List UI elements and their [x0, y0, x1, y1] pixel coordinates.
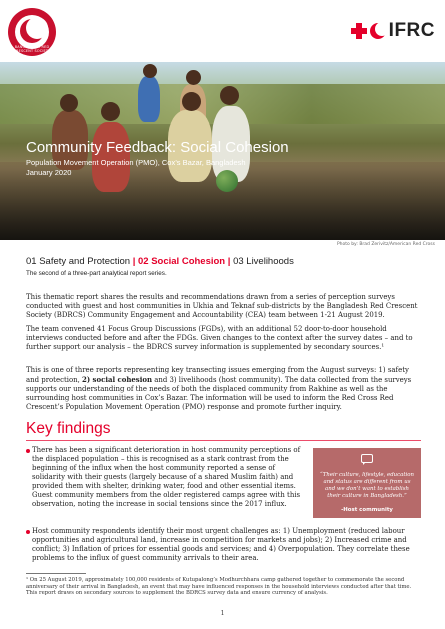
- series-item-2: 02 Social Cohesion: [138, 256, 226, 267]
- series-item-1: 01 Safety and Protection: [26, 256, 131, 267]
- highlight-social-cohesion: 2) social cohesion: [82, 375, 153, 384]
- bullet-icon: [26, 530, 30, 534]
- footnote-divider: [26, 573, 86, 574]
- divider: [26, 440, 421, 441]
- bdrcs-logo: [8, 8, 56, 56]
- series-note: The second of a three-part analytical report series.: [26, 270, 167, 277]
- page-title: Community Feedback: Social Cohesion: [26, 139, 289, 156]
- red-cross-icon: [351, 23, 367, 39]
- bdrcs-logo-text: BANGLADESH RED CRESCENT SOCIETY: [13, 45, 51, 53]
- report-series: [26, 256, 294, 267]
- red-crescent-icon: [370, 23, 385, 39]
- finding-2: Host community respondents identify their most urgent challenges as: 1) Unemployment (reduced labour opportunities and agricultural land, increase in competition for markets and jobs); 2) Increased crime and conflict; 3) Inflation of prices for essential goods and services; and 4) Overpopulation. They correlate these problems to the influx of guest community arrivals to their area.: [32, 527, 410, 562]
- ifrc-logo: [351, 20, 435, 42]
- series-separator: |: [132, 256, 136, 267]
- key-findings-heading: Key findings: [26, 420, 111, 437]
- intro-paragraph-1: This thematic report shares the results and recommendations drawn from a series of perception surveys conducted with guest and host communities in Ukhia and Teknaf sub-districts by the Bangladesh Red Crescent Society (BDRCS) Community Engagement and Accountability (CEA) team between 1-21 August 2019.: [26, 293, 418, 319]
- quote-attribution: -Host community: [341, 507, 393, 513]
- page-subtitle: Population Movement Operation (PMO), Cox’s Bazar, Bangladesh: [26, 158, 246, 167]
- intro-paragraph-2: The team convened 41 Focus Group Discussions (FGDs), with an additional 52 door-to-door household interviews conducted before and after the FDGs. Given changes to the context after the survey dates – and to further support our analysis – the BDRCS survey information is supplemented by secondary sources.¹: [26, 325, 413, 351]
- page-number: 1: [220, 610, 225, 617]
- ifrc-logo-text: IFRC: [388, 20, 435, 41]
- finding-1: There has been a significant deterioration in host community perceptions of the displaced population – this is recognised as a stark contrast from the beginning of the influx when the host community reported a sense of solidarity with their guests (largely because of a shared Muslim faith) and provided them with shelter, drinking water, food and other essential items. Guest community members from the older registered camps agree with this observation, noting the increase in social tensions since the 2017 influx.: [32, 446, 301, 508]
- quote-text: “Their culture, lifestyle, education and status are different from us and we don’t want to establish their culture in Bangladesh.”: [320, 472, 414, 499]
- series-separator: |: [227, 256, 231, 267]
- bullet-icon: [26, 449, 30, 453]
- speech-bubble-icon: [361, 454, 373, 466]
- intro-paragraph-3: This is one of three reports representing key transecting issues emerging from the August surveys: 1) safety and protection, 2) social cohesion and 3) livelihoods (host community). The data collected from the surveys supports our understanding of the needs of both the displaced community from Rakhine as well as the surrounding host communities in Cox’s Bazar. The information will be used to inform the Red Cross Red Crescent’s Population Movement Operation (PMO) response and promote further inquiry.: [26, 366, 412, 411]
- report-date: January 2020: [26, 168, 72, 177]
- hero-photo: [0, 62, 445, 240]
- quote-box: [313, 448, 421, 518]
- photo-credit: Photo by: Brad Zerivitz/American Red Cross: [336, 242, 435, 247]
- footnote: ¹ On 25 August 2019, approximately 100,000 residents of Kutupalong’s Modhurchhara camp gathered together to commemorate the second anniversary of their arrival in Bangladesh, an event that may have influenced responses in the household interviews conducted after that time. This report draws on secondary sources to supplement the BDRCS survey data and ensure currency of analysis.: [26, 577, 412, 597]
- ball: [216, 170, 238, 192]
- series-item-3: 03 Livelihoods: [233, 256, 294, 267]
